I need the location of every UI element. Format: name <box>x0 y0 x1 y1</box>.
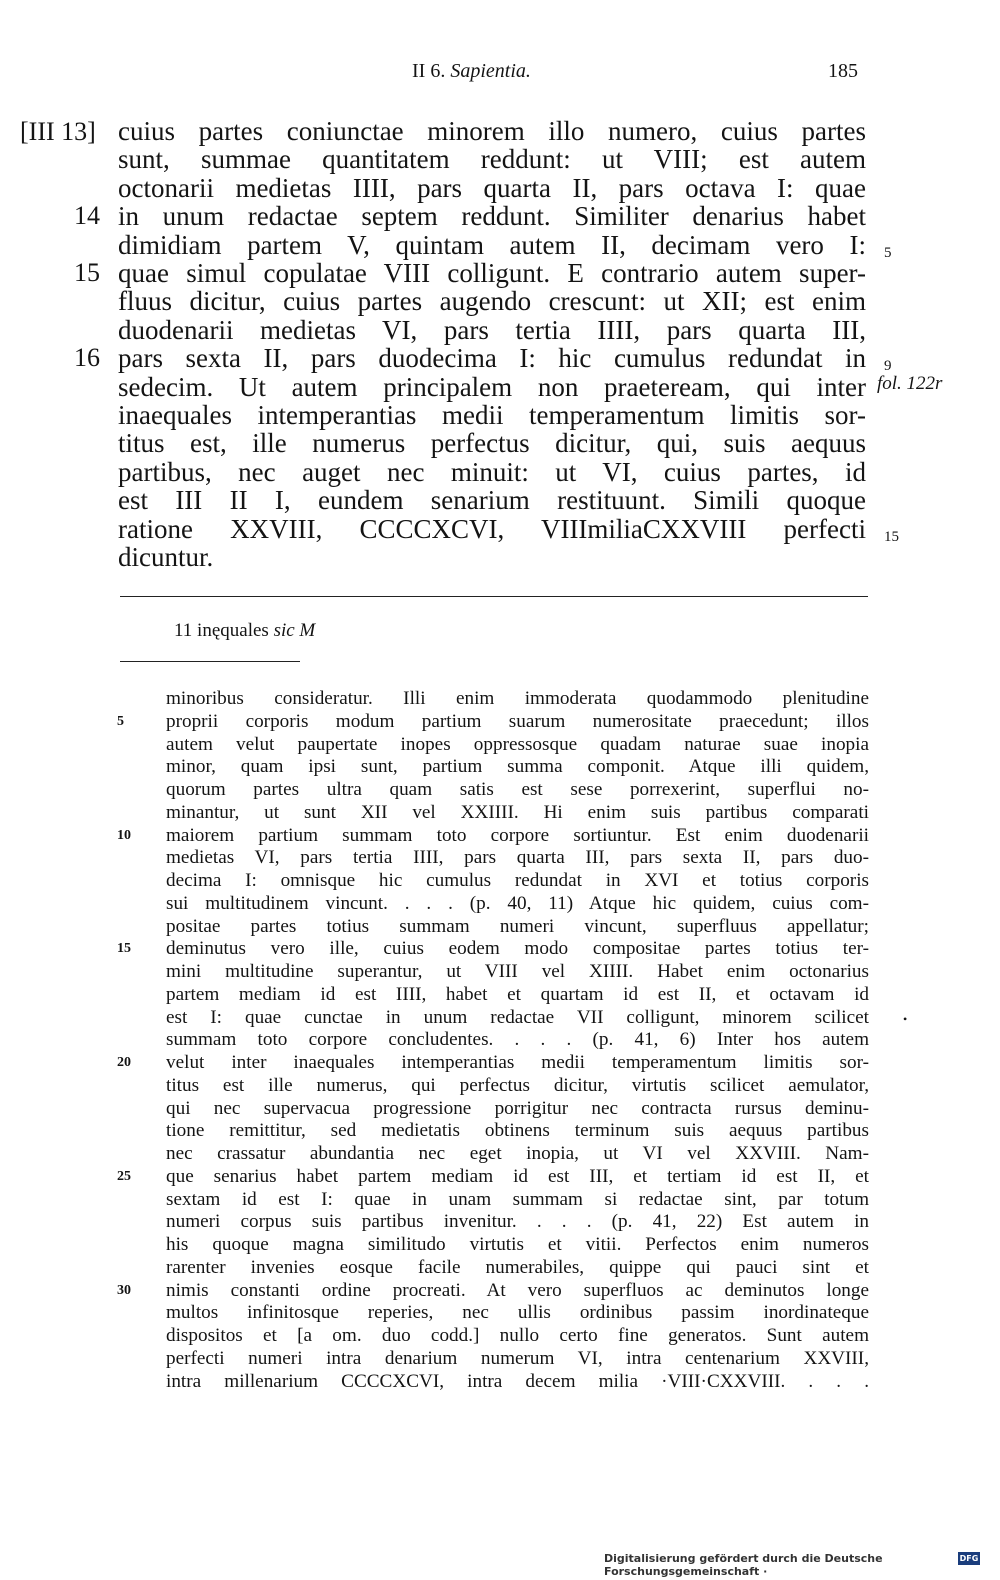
commentary-line: est I: quae cunctae in unum redactae VII colligunt, minorem scilicet <box>166 1006 869 1028</box>
running-title <box>412 60 531 83</box>
main-text-line-content: quae simul copulatae VIII colligunt. E contrario autem super- <box>118 258 866 288</box>
dfg-logo: DFG <box>959 1554 979 1563</box>
commentary-line-number: 15 <box>117 941 131 957</box>
section-number: 16 <box>74 343 100 373</box>
commentary-line: numeri corpus suis partibus invenitur. . . . (p. 41, 22) Est autem in <box>166 1211 869 1233</box>
footer-credit: Digitalisierung gefördert durch die Deutsche Forschungsgemeinschaft · <box>604 1552 883 1578</box>
main-text-line <box>118 543 866 572</box>
commentary-line-number: 25 <box>117 1168 131 1184</box>
main-text-line <box>118 458 866 487</box>
main-text-line-content: ratione XXVIII, CCCCXCVI, VIIImiliaCXXVIII perfecti <box>118 513 866 544</box>
commentary-line: proprii corporis modum partium suarum numerositate praecedunt; illos <box>166 710 869 732</box>
running-title-italic: Sapientia. <box>450 60 531 82</box>
margin-dot: • <box>903 1012 908 1026</box>
main-text-line-content: pars sexta II, pars duodecima I: hic cumulus redundat in <box>118 343 866 374</box>
commentary-line: partem mediam id est IIII, habet et quartam id est II, et octavam id <box>166 983 869 1005</box>
main-text-line-content: inaequales intemperantias medii temperamentum limitis sor- <box>118 400 866 430</box>
commentary-line-number: 5 <box>117 713 124 729</box>
commentary-line: nec crassatur abundantia nec eget inopia, ut VI vel XXVIII. Nam- <box>166 1143 869 1164</box>
commentary-line: titus est ille numerus, qui perfectus dicitur, virtutis scilicet aemulator, <box>166 1074 869 1096</box>
commentary-line: quorum partes ultra quam satis est sese porrexerint, superflui no- <box>166 779 869 800</box>
main-text-line-content: octonarii medietas IIII, pars quarta II, pars octava I: quae <box>118 172 866 203</box>
commentary-line-number: 30 <box>117 1282 131 1298</box>
main-text-line <box>118 287 866 316</box>
commentary-line: sextam id est I: quae in unam summam si redactae sint, par totum <box>166 1188 869 1210</box>
section-mark: [III 13] <box>20 117 96 146</box>
folio-marker <box>877 373 942 395</box>
main-text-line <box>118 174 866 203</box>
main-text-line <box>118 202 866 231</box>
section-number: 14 <box>74 201 100 231</box>
main-text-line <box>118 515 866 544</box>
commentary-line-number: 20 <box>117 1055 131 1070</box>
main-text-line-content: duodenarii medietas VI, pars tertia IIII, pars quarta III, <box>118 314 866 345</box>
main-text-line <box>118 145 866 174</box>
main-text-line-content: est III II I, eundem senarium restituunt. Simili quoque <box>118 485 866 516</box>
main-text-line-content: dimidiam partem V, quintam autem II, decimam vero I: <box>118 229 866 260</box>
commentary-line: intra millenarium CCCCXCVI, intra decem milia ·VIII·CXXVIII. . . . <box>166 1370 869 1392</box>
main-text-line <box>118 486 866 515</box>
apparatus-rule <box>120 596 868 597</box>
commentary-line: qui nec supervacua progressione porrigitur nec contracta rursus deminu- <box>166 1097 869 1119</box>
commentary-line: nimis constanti ordine procreati. At vero superfluos ac deminutos longe <box>166 1279 869 1301</box>
main-text-line-content: dicuntur. <box>118 542 214 572</box>
main-text-line-content: sunt, summae quantitatem reddunt: ut VIII; est autem <box>118 144 866 175</box>
running-title-prefix: II 6. <box>412 60 446 82</box>
commentary-rule <box>120 661 300 662</box>
commentary-line: velut inter inaequales intemperantias medii temperamentum limitis sor- <box>166 1052 869 1073</box>
main-text-line <box>118 401 866 430</box>
apparatus-lemma: inęquales <box>197 620 269 641</box>
commentary-line-number: 10 <box>117 827 131 843</box>
commentary-line: mini multitudine superantur, ut VIII vel XIIII. Habet enim octonarius <box>166 961 869 982</box>
commentary-line: perfecti numeri intra denarium numerum VI, intra centenarium XXVIII, <box>166 1347 869 1369</box>
margin-line-number: 9 <box>884 358 892 375</box>
main-text-line <box>118 259 866 288</box>
main-text-line-content: cuius partes coniunctae minorem illo numero, cuius partes <box>118 116 866 146</box>
commentary-line: minor, quam ipsi sunt, partium summa componit. Atque illi quidem, <box>166 756 869 778</box>
main-text-line-content: partibus, nec auget nec minuit: ut VI, cuius partes, id <box>118 456 866 487</box>
section-number: 15 <box>74 258 100 287</box>
main-text-line <box>118 373 866 402</box>
apparatus-note-italic: sic M <box>273 620 316 641</box>
main-text-line <box>118 117 866 146</box>
page-header <box>0 60 1000 90</box>
commentary-line: que senarius habet partem mediam id est III, et tertiam id est II, et <box>166 1165 869 1187</box>
commentary-line: dispositos et [a om. duo codd.] nullo certo fine generatos. Sunt autem <box>166 1325 869 1346</box>
commentary-line: medietas VI, pars tertia IIII, pars quarta III, pars sexta II, pars duo- <box>166 847 869 869</box>
commentary-line: rarenter invenies eosque facile numerabiles, quippe qui pauci sint et <box>166 1256 869 1278</box>
margin-line-number: 5 <box>884 244 892 261</box>
commentary-line: sui multitudinem vincunt. . . . (p. 40, 11) Atque hic quidem, cuius com- <box>166 892 869 914</box>
main-text-line <box>118 429 866 458</box>
apparatus-line-number: 11 <box>174 620 193 641</box>
commentary-line: his quoque magna similitudo virtutis et vitii. Perfectos enim numeros <box>166 1234 869 1255</box>
commentary-line: positae partes totius summam numeri vincunt, superfluus appellatur; <box>166 915 869 937</box>
main-text-line <box>118 316 866 345</box>
main-text-line-content: sedecim. Ut autem principalem non praeteream, qui inter <box>118 371 866 402</box>
main-text-line <box>118 231 866 260</box>
page-number: 185 <box>828 60 858 82</box>
margin-line-number: 15 <box>884 528 899 545</box>
main-text-line-content: titus est, ille numerus perfectus dicitur, qui, suis aequus <box>118 428 866 459</box>
folio-label: fol. 122r <box>877 373 943 394</box>
apparatus-note <box>174 620 315 642</box>
commentary-line: maiorem partium summam toto corpore sortiuntur. Est enim duodenarii <box>166 824 869 846</box>
commentary-line: deminutus vero ille, cuius eodem modo compositae partes totius ter- <box>166 938 869 960</box>
main-text-line-content: in unum redactae septem reddunt. Similiter denarius habet <box>118 201 866 232</box>
commentary-line: autem velut paupertate inopes oppressosque quadam naturae suae inopia <box>166 733 869 755</box>
commentary-line: summam toto corpore concludentes. . . . (p. 41, 6) Inter hos autem <box>166 1029 869 1051</box>
commentary-line: multos infinitosque reperies, nec ullis ordinibus passim inordinateque <box>166 1302 869 1324</box>
commentary-line: minantur, ut sunt XII vel XXIIII. Hi enim suis partibus comparati <box>166 801 869 823</box>
commentary-line: tione remittitur, sed medietatis obtinens terminum suis aequus partibus <box>166 1120 869 1142</box>
commentary-line: minoribus consideratur. Illi enim immoderata quodammodo plenitudine <box>166 688 869 709</box>
main-text-line-content: fluus dicitur, cuius partes augendo crescunt: ut XII; est enim <box>118 286 866 317</box>
commentary-line: decima I: omnisque hic cumulus redundat in XVI et totius corporis <box>166 870 869 891</box>
main-text-line <box>118 344 866 373</box>
